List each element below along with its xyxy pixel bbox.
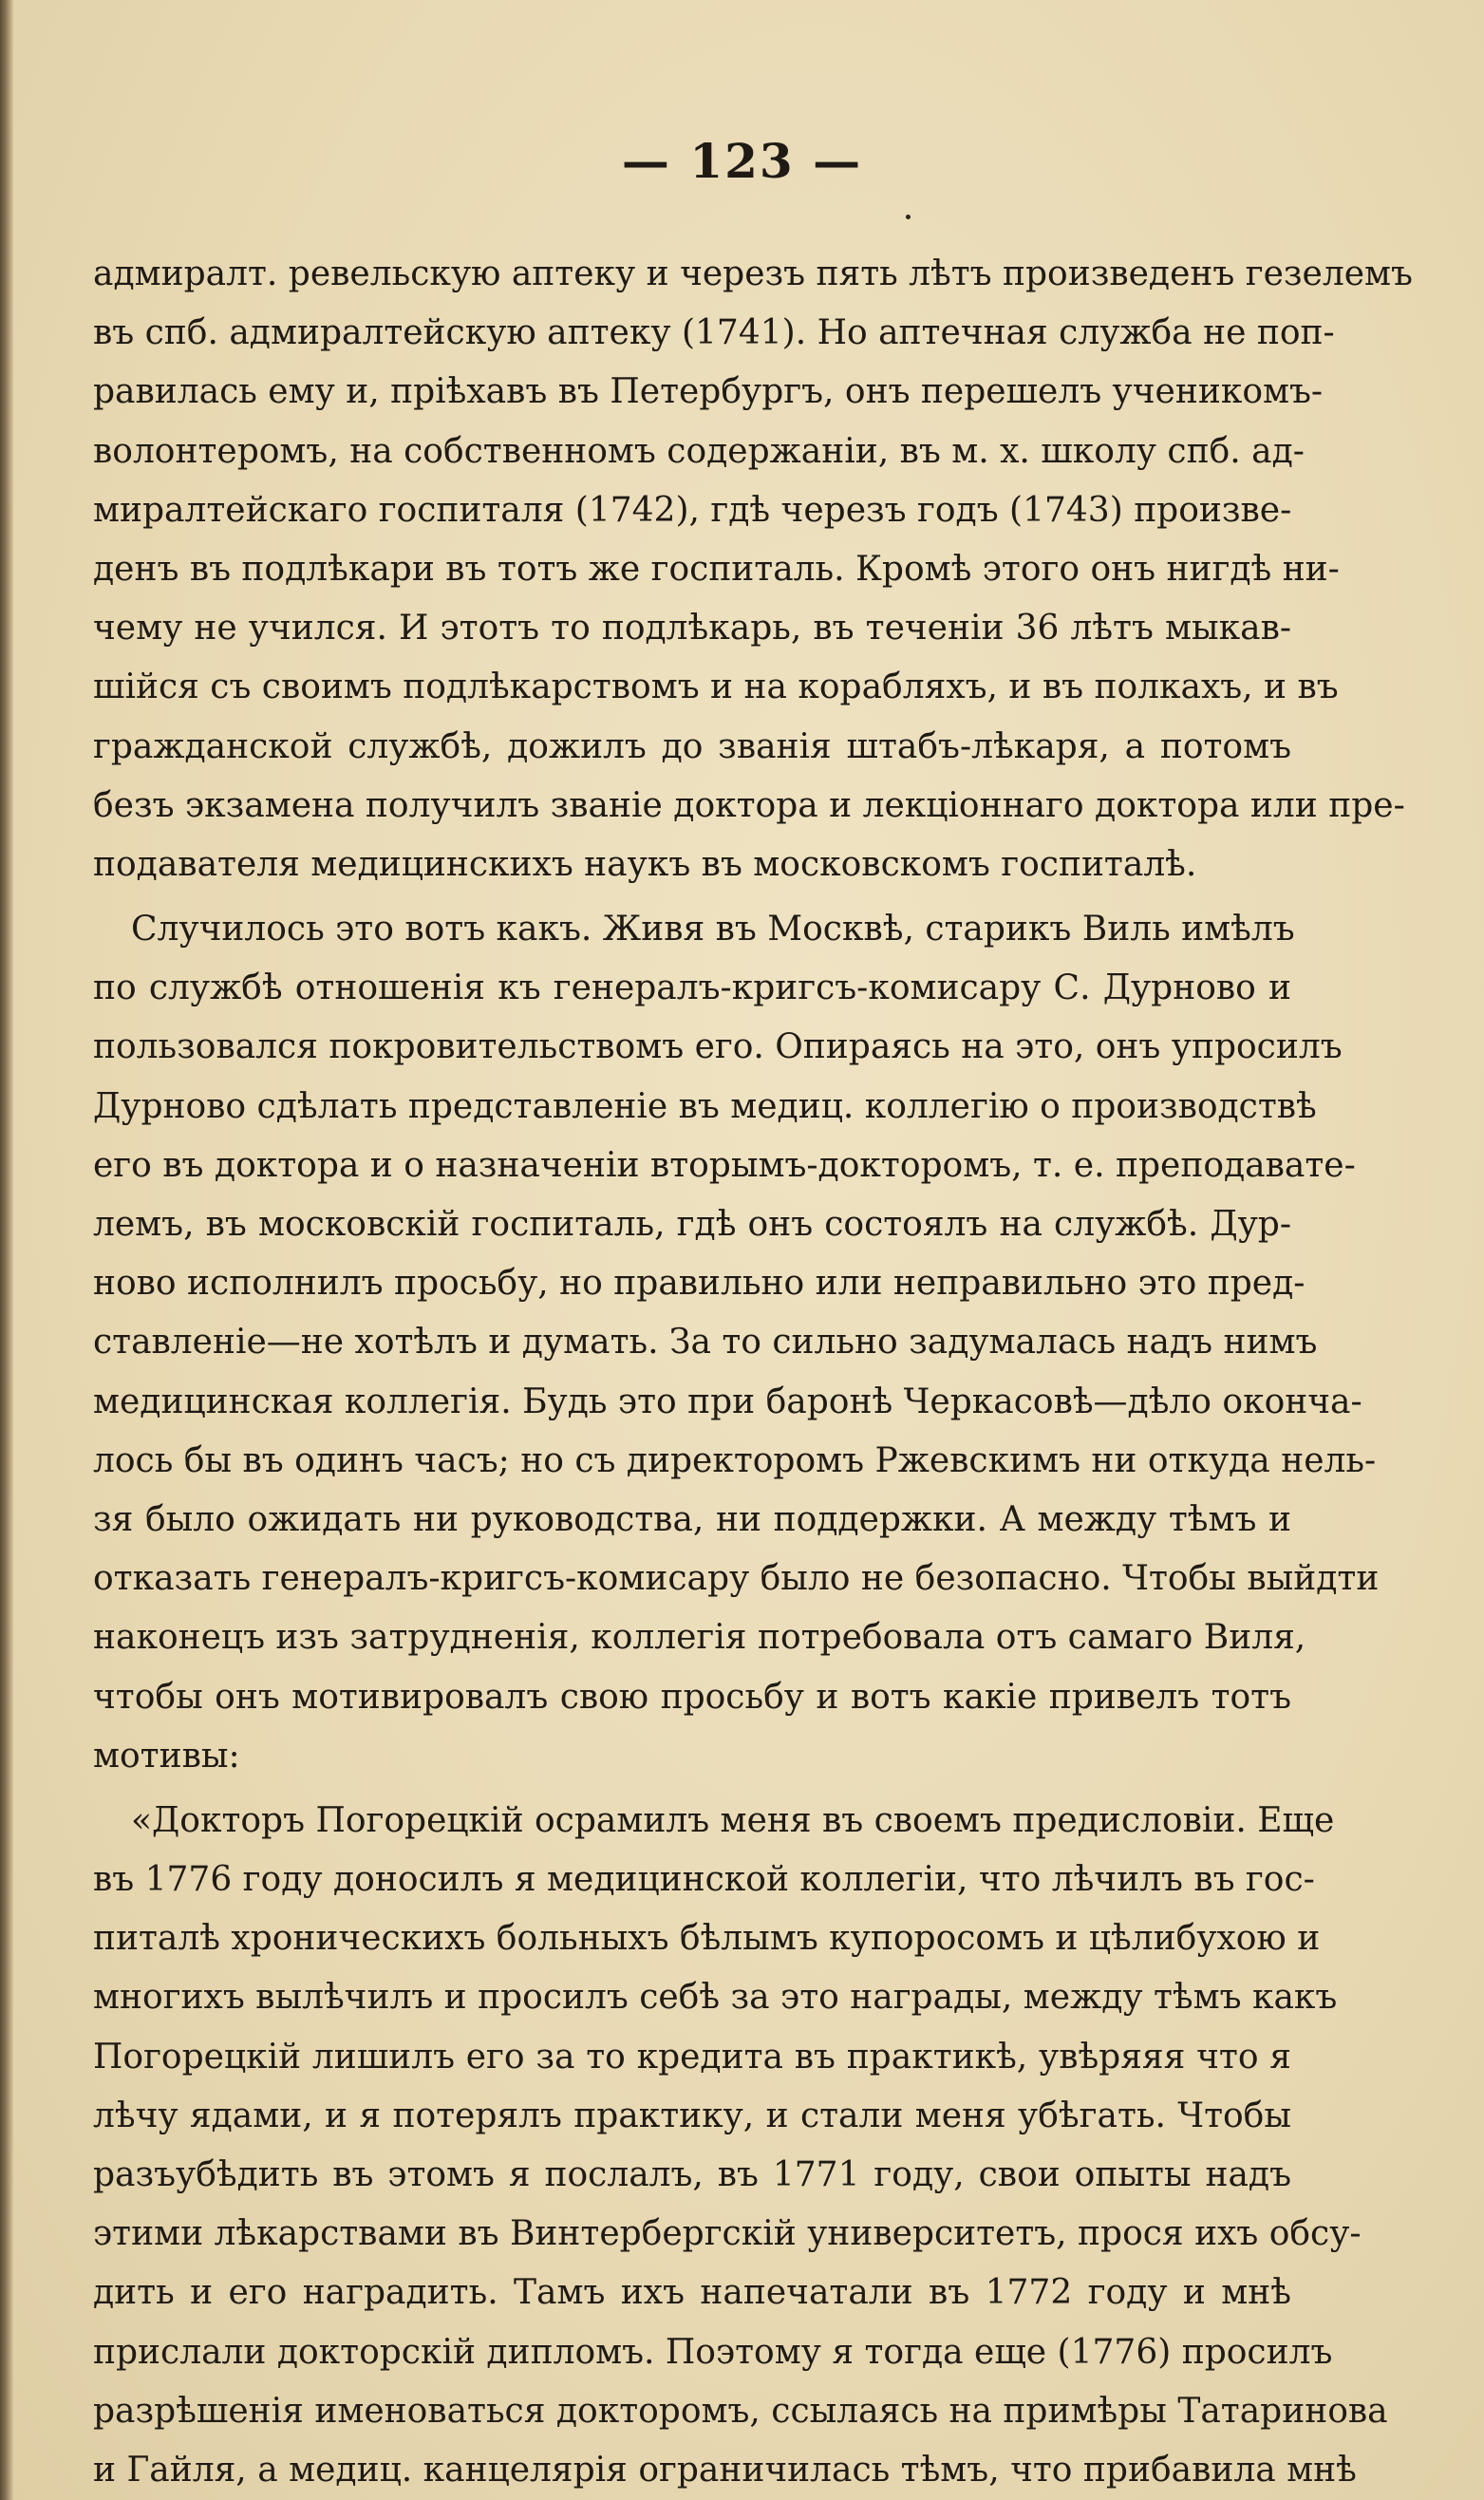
text-line: наконецъ изъ затрудненія, коллегія потребовала отъ самаго Виля, [93, 1618, 1306, 1658]
text-line: многихъ вылѣчилъ и просилъ себѣ за это награды, между тѣмъ какъ [93, 1978, 1338, 2018]
text-line: денъ въ подлѣкари въ тотъ же госпиталь. Кромѣ этого онъ нигдѣ ни- [93, 549, 1340, 589]
text-line: медицинская коллегія. Будь это при баронѣ Черкасовѣ—дѣло оконча- [93, 1382, 1362, 1421]
ink-speck [906, 215, 911, 219]
text-line: чтобы онъ мотивировалъ свою просьбу и вотъ какіе привелъ тотъ [93, 1677, 1291, 1717]
text-line: гражданской службѣ, дожилъ до званія штабъ-лѣкаря, а потомъ [93, 726, 1291, 766]
text-line: въ спб. адмиралтейскую аптеку (1741). Но аптечная служба не поп- [93, 313, 1335, 353]
text-line: питалѣ хроническихъ больныхъ бѣлымъ купоросомъ и цѣлибухою и [93, 1919, 1321, 1959]
text-line: шійся съ своимъ подлѣкарствомъ и на корабляхъ, и въ полкахъ, и въ [93, 667, 1339, 707]
body-text [93, 245, 1413, 2500]
text-line: волонтеромъ, на собственномъ содержаніи, въ м. х. школу спб. ад- [93, 431, 1305, 471]
text-line: дить и его наградить. Тамъ ихъ напечатали въ 1772 году и мнѣ [93, 2273, 1291, 2313]
text-line: прислали докторскій дипломъ. Поэтому я тогда еще (1776) просилъ [93, 2332, 1333, 2372]
text-line: адмиралт. ревельскую аптеку и черезъ пять лѣтъ произведенъ гезелемъ [93, 254, 1413, 293]
text-line: мотивы: [93, 1736, 240, 1776]
page-number: — 123 — [621, 133, 863, 189]
text-line: миралтейскаго госпиталя (1742), гдѣ черезъ годъ (1743) произве- [93, 490, 1292, 530]
text-line: лось бы въ одинъ часъ; но съ директоромъ Ржевскимъ ни откуда нель- [93, 1440, 1377, 1480]
text-line: зя было ожидать ни руководства, ни поддержки. А между тѣмъ и [93, 1499, 1291, 1539]
text-line: отказать генералъ-кригсъ-комисару было не безопасно. Чтобы выйдти [93, 1559, 1380, 1599]
text-line: пользовался покровительствомъ его. Опираясь на это, онъ упросилъ [93, 1027, 1343, 1067]
text-line: Погорецкій лишилъ его за то кредита въ практикѣ, увѣряяя что я [93, 2037, 1291, 2077]
text-line: Дурново сдѣлать представленіе въ медиц. коллегію о производствѣ [93, 1086, 1317, 1126]
text-line: и Гайля, а медиц. канцелярія ограничилась тѣмъ, что прибавила мнѣ [93, 2450, 1357, 2490]
text-line: по службѣ отношенія къ генералъ-кригсъ-комисару С. Дурново и [93, 968, 1291, 1008]
text-line: лемъ, въ московскій госпиталь, гдѣ онъ состоялъ на службѣ. Дур- [93, 1205, 1291, 1244]
text-line: ставленіе—не хотѣлъ и думать. За то сильно задумалась надъ нимъ [93, 1323, 1318, 1363]
text-line: безъ экзамена получилъ званіе доктора и лекціоннаго доктора или пре- [93, 785, 1405, 825]
text-line: въ 1776 году доносилъ я медицинской коллегіи, что лѣчилъ въ гос- [93, 1860, 1315, 1900]
text-line: разрѣшенія именоваться докторомъ, ссылаясь на примѣры Татаринова [93, 2391, 1388, 2431]
text-line: чему не учился. И этотъ то подлѣкарь, въ теченіи 36 лѣтъ мыкав- [93, 609, 1291, 648]
text-line: лѣчу ядами, и я потерялъ практику, и стали меня убѣгать. Чтобы [93, 2096, 1291, 2135]
text-line: его въ доктора и о назначеніи вторымъ-докторомъ, т. е. преподавате- [93, 1145, 1356, 1185]
text-line: разъубѣдить въ этомъ я послалъ, въ 1771 году, свои опыты надъ [93, 2155, 1291, 2194]
text-line: равилась ему и, пріѣхавъ въ Петербургъ, онъ перешелъ ученикомъ- [93, 372, 1324, 412]
text-line: этими лѣкарствами въ Винтербергскій университетъ, прося ихъ обсу- [93, 2214, 1362, 2254]
text-line: ново исполнилъ просьбу, но правильно или неправильно это пред- [93, 1264, 1306, 1304]
text-line: Случилось это вотъ какъ. Живя въ Москвѣ, старикъ Виль имѣлъ [131, 910, 1295, 949]
page-binding-edge [0, 0, 13, 2500]
text-line: «Докторъ Погорецкій осрамилъ меня въ своемъ предисловіи. Еще [131, 1800, 1335, 1840]
text-line: подавателя медицинскихъ наукъ въ московскомъ госпиталѣ. [93, 844, 1197, 884]
